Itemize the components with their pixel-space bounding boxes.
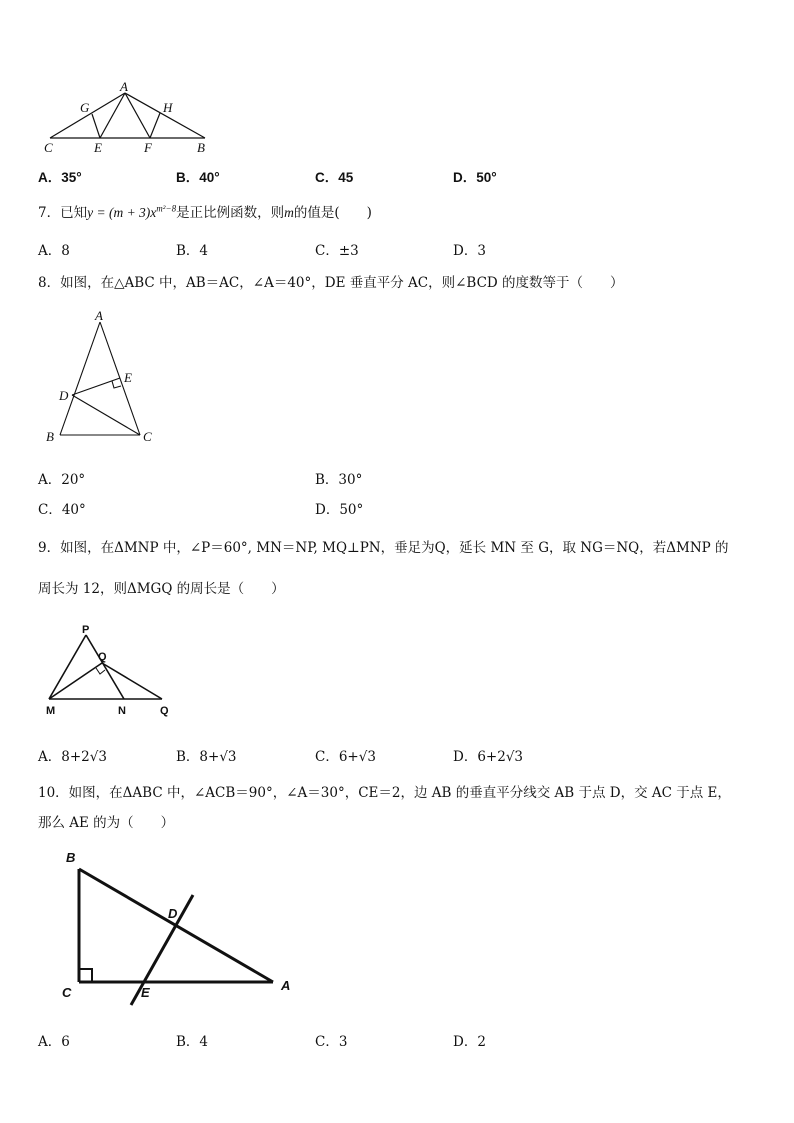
q10-question-line1: 10．如图，在ΔABC 中，∠ACB＝90°，∠A＝30°，CE＝2，边 AB 的垂直平分线交 AB 于点 D，交 AC 于点 E， <box>38 785 731 801</box>
q8-option-a[interactable]: A．20° <box>38 472 86 488</box>
q7-suffix2: 的值是( ) <box>293 205 372 221</box>
q7-prefix: 7．已知 <box>38 205 88 221</box>
fig8-label-d: D <box>59 388 69 403</box>
q9-option-b[interactable]: B．8+√3 <box>176 749 237 765</box>
fig8-label-c: C <box>143 429 152 444</box>
fig6-label-a: A <box>120 79 128 94</box>
q10-option-b[interactable]: B．4 <box>176 1034 209 1050</box>
q10-figure <box>0 845 320 1020</box>
q8-figure <box>0 300 200 450</box>
q9-question-line1: 9．如图，在ΔMNP 中，∠P＝60°, MN＝NP, MQ⊥PN，垂足为Q，延长 MN 至 G，取 NG＝NQ，若ΔMNP 的 <box>38 540 729 556</box>
q9-option-a[interactable]: A．8+2√3 <box>38 749 107 765</box>
q10-option-a[interactable]: A．6 <box>38 1034 70 1050</box>
q10-question-line2: 那么 AE 的为（ ） <box>38 815 175 831</box>
q8-option-c[interactable]: C．40° <box>38 502 86 518</box>
q6-option-c[interactable]: C．45 <box>315 170 354 185</box>
fig8-label-b: B <box>46 429 54 444</box>
fig9-label-p: P <box>82 624 90 636</box>
fig6-label-b: B <box>197 140 205 155</box>
q6-figure <box>0 0 794 160</box>
q7-formula: y = (m + 3)x <box>87 205 157 220</box>
q6-option-a[interactable]: A．35° <box>38 170 82 185</box>
fig6-label-h: H <box>163 100 173 115</box>
q7-exponent: m²−8 <box>156 203 177 214</box>
q7-option-a[interactable]: A．8 <box>38 243 70 259</box>
q7-suffix: 是正比例函数，则 <box>176 205 285 221</box>
q7-question <box>38 201 372 221</box>
q7-var: m <box>284 205 294 220</box>
q7-option-d[interactable]: D．3 <box>453 243 486 259</box>
fig10-label-b: B <box>66 850 76 865</box>
q9-option-c[interactable]: C．6+√3 <box>315 749 376 765</box>
q8-question: 8．如图，在△ABC 中，AB＝AC，∠A＝40°，DE 垂直平分 AC，则∠BCD 的度数等于（ ） <box>38 275 624 291</box>
q9-question-line2: 周长为 12，则ΔMGQ 的周长是（ ） <box>38 581 285 597</box>
fig9-label-q-top: Q <box>98 651 107 663</box>
fig6-label-c: C <box>44 140 53 155</box>
fig6-label-e: E <box>94 140 102 155</box>
q10-option-d[interactable]: D．2 <box>453 1034 486 1050</box>
q6-option-d[interactable]: D．50° <box>453 170 497 185</box>
fig6-label-g: G <box>80 100 90 115</box>
fig8-label-a: A <box>95 308 103 323</box>
fig9-label-q-right: Q <box>160 705 169 717</box>
fig9-label-n: N <box>118 705 126 717</box>
fig8-label-e: E <box>124 370 132 385</box>
q8-option-d[interactable]: D．50° <box>315 502 364 518</box>
q8-option-b[interactable]: B．30° <box>315 472 363 488</box>
fig6-label-f: F <box>144 140 152 155</box>
fig9-label-m: M <box>46 705 56 717</box>
fig10-label-d: D <box>168 906 178 921</box>
fig10-label-e: E <box>141 985 150 1000</box>
q10-option-c[interactable]: C．3 <box>315 1034 348 1050</box>
q7-option-b[interactable]: B．4 <box>176 243 209 259</box>
q9-option-d[interactable]: D．6+2√3 <box>453 749 524 765</box>
q6-option-b[interactable]: B．40° <box>176 170 220 185</box>
fig10-label-a: A <box>281 978 291 993</box>
q7-option-c[interactable]: C．±3 <box>315 243 359 259</box>
q9-figure <box>0 615 200 725</box>
fig10-label-c: C <box>62 985 72 1000</box>
